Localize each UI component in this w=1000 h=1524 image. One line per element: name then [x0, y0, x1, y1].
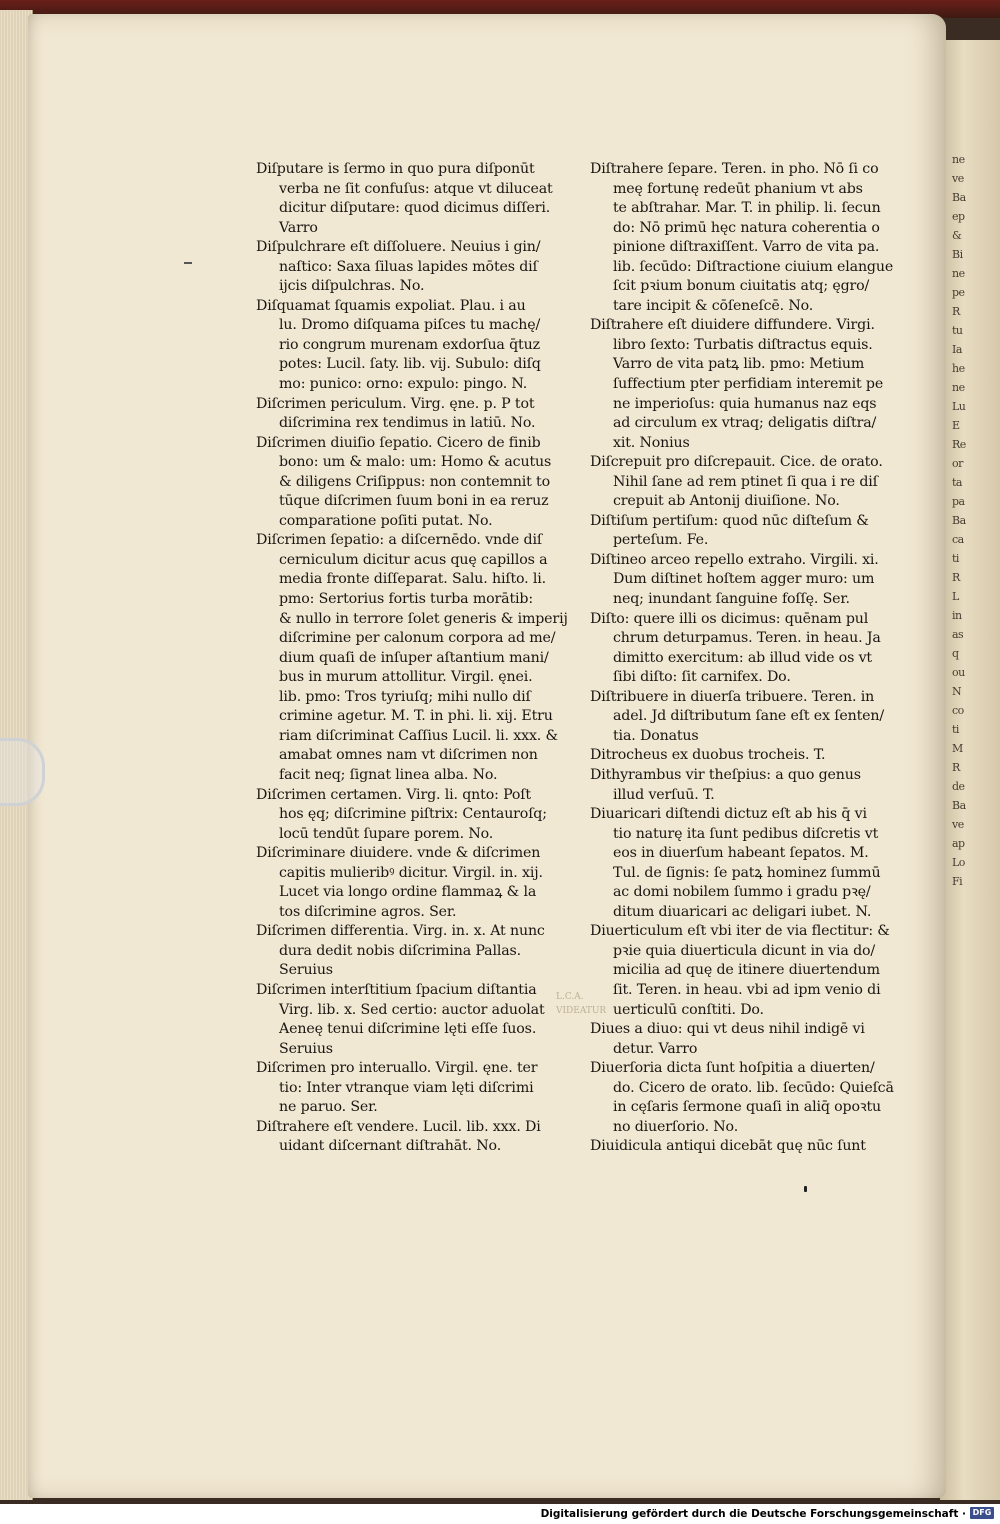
text-line: ſit. Teren. in heau. vbi ad ipm venio di	[613, 981, 881, 998]
text-line: pmo: Sertorius fortis turba morātib:	[279, 591, 533, 608]
next-page-fragment: in	[952, 609, 962, 622]
next-page-fragment: ca	[952, 533, 964, 546]
footer-credit: Digitalisierung gefördert durch die Deutsche Forschungsgemeinschaft ·	[540, 1508, 966, 1520]
next-page-fragment: Re	[952, 438, 966, 451]
next-page-edge	[940, 40, 1000, 1500]
next-page-fragment: Lo	[952, 856, 965, 869]
entry-headword-line: Diſcrimen periculum. Virg. ęne. p. P tot	[256, 395, 535, 412]
next-page-fragment: q	[952, 647, 959, 660]
text-line: ne imperioſus: quia humanus naz eqs	[613, 395, 877, 412]
text-line: cerniculum dicitur acus quę capillos a	[279, 551, 548, 568]
text-line: amabat omnes nam vt diſcrimen non	[279, 747, 538, 764]
text-line: do: Nō primū hęc natura coherentia o	[613, 219, 880, 236]
entry-headword-line: Diſquamat ſquamis expoliat. Plau. i au	[256, 297, 526, 314]
next-page-fragment: ne	[952, 267, 965, 280]
next-page-fragment: N	[952, 685, 962, 698]
entry-headword-line: Diſcrimen interſtitium ſpacium diſtantia	[256, 981, 537, 998]
text-line: tūque diſcrimen ſuum boni in ea reruz	[279, 493, 549, 510]
text-line: do. Cicero de orato. lib. ſecūdo: Quieſcā	[613, 1079, 894, 1096]
next-page-fragment: tu	[952, 324, 963, 337]
text-line: uidant diſcernant diſtrahāt. No.	[279, 1138, 502, 1155]
text-line: eos in diuerſum habeant ſepatos. M.	[613, 845, 869, 862]
text-line: illud verſuū. T.	[613, 786, 715, 803]
text-line: Lucet via longo ordine flammaꝝ & la	[279, 884, 537, 901]
bleed-through-text: L.C.A. VIDEATUR	[556, 992, 607, 1016]
entry-headword-line: Diſcriminare diuidere. vnde & diſcrimen	[256, 845, 541, 862]
text-line: potes: Lucil. ſaty. lib. vij. Subulo: diſq	[279, 356, 541, 373]
text-line: Aeneę tenui diſcrimine lęti eſſe ſuos.	[279, 1021, 537, 1038]
next-page-fragment: R	[952, 305, 960, 318]
text-line: diſcrimine per calonum corpora ad me/	[279, 630, 556, 647]
text-line: libro ſexto: Turbatis diſtractus equis.	[613, 336, 873, 353]
text-line: lu. Dromo diſquama piſces tu machę/	[279, 317, 541, 334]
text-line: ſcit pꝛium bonum ciuitatis atq; ęgro/	[613, 278, 870, 295]
text-line: adel. Jd diſtributum ſane eſt ex ſenten/	[613, 708, 885, 725]
text-line: rio congrum murenam exdorſua q̄tuz	[279, 336, 540, 353]
text-line: tos diſcrimine agros. Ser.	[279, 903, 457, 920]
text-line: locū tendūt ſupare porem. No.	[279, 825, 494, 842]
next-page-fragment: Bi	[952, 248, 963, 261]
text-line: detur. Varro	[613, 1040, 698, 1057]
text-line: Tul. de ſignis: ſe patꝝ hominez ſummū	[613, 864, 881, 881]
text-line: Dum diſtinet hoſtem agger muro: um	[613, 571, 875, 588]
text-line: ſuffectium pter perfidiam interemit pe	[613, 376, 884, 393]
next-page-fragment: ve	[952, 818, 964, 831]
next-page-fragment: R	[952, 761, 960, 774]
text-line: mo: punico: orno: expulo: pingo. N.	[279, 376, 528, 393]
text-line: facit neq; ſignat linea alba. No.	[279, 766, 498, 783]
text-line: micilia ad quę de itinere diuertendum	[613, 962, 880, 979]
text-line: Varro	[279, 219, 318, 236]
text-line: bus in murum attollitur. Virgil. ęnei.	[279, 669, 533, 686]
next-page-fragment: L	[952, 590, 959, 603]
text-line: comparatione poſiti putat. No.	[279, 512, 493, 529]
entry-headword-line: Diſputare is ſermo in quo pura diſponūt	[256, 161, 535, 177]
text-line: Varro de vita patꝝ lib. pmo: Metium	[613, 356, 865, 373]
entry-headword-line: Ditrocheus ex duobus trocheis. T.	[590, 747, 826, 764]
text-line: media fronte diſſeparat. Salu. hiſto. li.	[279, 571, 547, 588]
text-line: Seruius	[279, 1040, 333, 1057]
text-line: tia. Donatus	[613, 727, 699, 744]
text-line: ad circulum ex vtraq; deligatis diſtra/	[613, 415, 877, 432]
entry-headword-line: Diſtrahere eſt vendere. Lucil. lib. xxx. Di	[256, 1118, 541, 1135]
next-page-fragment: &	[952, 229, 962, 242]
next-page-fragment: M	[952, 742, 963, 755]
next-page-fragment: Lu	[952, 400, 966, 413]
next-page-fragment: as	[952, 628, 964, 641]
text-line: & diligens Criſippus: non contemnit to	[279, 473, 551, 490]
entry-headword-line: Diſcrimen differentia. Virg. in. x. At nunc	[256, 923, 545, 940]
next-page-fragment: ne	[952, 381, 965, 394]
text-line: ac domi nobilem ſummo i gradu pꝛę/	[613, 884, 871, 901]
text-line: ſibi diſto: ſit carnifex. Do.	[613, 669, 791, 686]
entry-headword-line: Diſtiſum pertiſum: quod nūc diſteſum &	[590, 512, 869, 529]
text-line: ditum diuaricari ac deligari iubet. N.	[613, 903, 872, 920]
next-page-fragment: ep	[952, 210, 965, 223]
next-page-fragment: Ba	[952, 191, 966, 204]
next-page-fragment: ti	[952, 552, 959, 565]
next-page-text	[952, 150, 1000, 891]
entry-headword-line: Diſcrimen certamen. Virg. li. qnto: Poſt	[256, 786, 531, 803]
text-line: capitis mulieribꝰ dicitur. Virgil. in. xij.	[279, 864, 543, 881]
entry-headword-line: Diſtribuere in diuerſa tribuere. Teren. in	[590, 688, 875, 705]
text-line: pinione diſtraxiſſent. Varro de vita pa.	[613, 239, 880, 256]
entry-headword-line: Diſcrimen ſepatio: a diſcernēdo. vnde diſ	[256, 532, 542, 549]
text-line: Seruius	[279, 962, 333, 979]
text-line: lib. pmo: Tros tyriuſq; mihi nullo diſ	[279, 688, 531, 705]
text-line: naſtico: Saxa ſiluas lapides mōtes diſ	[279, 258, 538, 275]
ink-mark	[804, 1186, 807, 1192]
entry-headword-line: Diuaricari diſtendi dictuz eſt ab his q̄ vi	[590, 806, 867, 823]
next-page-fragment: co	[952, 704, 964, 717]
next-page-fragment: or	[952, 457, 963, 470]
page-clip	[0, 738, 45, 806]
text-line: bono: um & malo: um: Homo & acutus	[279, 454, 552, 471]
next-page-fragment: he	[952, 362, 965, 375]
text-line: dium quaſi de inſuper aſtantium mani/	[279, 649, 549, 666]
text-line: lib. ſecūdo: Diſtractione ciuium elangue	[613, 258, 894, 275]
text-line: te abſtrahar. Mar. T. in philip. li. ſecun	[613, 200, 881, 217]
dfg-logo-icon: DFG	[970, 1507, 994, 1519]
text-line: dimitto exercitum: ab illud vide os vt	[613, 649, 872, 666]
text-line: verba ne ſit confuſus: atque vt diluceat	[279, 180, 553, 197]
text-line: ne paruo. Ser.	[279, 1099, 378, 1116]
text-line: Nihil ſane ad rem ptinet ſi qua i re diſ	[613, 473, 878, 490]
entry-headword-line: Diſpulchrare eſt diſſoluere. Neuius i gin/	[256, 239, 541, 256]
entry-headword-line: Dithyrambus vir theſpius: a quo genus	[590, 766, 861, 783]
text-line: diſcrimina rex tendimus in latiū. No.	[279, 415, 536, 432]
text-line: tio: Inter vtranque viam lęti diſcrimi	[279, 1079, 534, 1096]
next-page-fragment: Ia	[952, 343, 962, 356]
entry-headword-line: Diſcrepuit pro diſcrepauit. Cice. de orato.	[590, 454, 883, 471]
text-line: hos ęq; diſcrimine piſtrix: Centauroſq;	[279, 806, 547, 823]
next-page-fragment: ve	[952, 172, 964, 185]
next-page-fragment: ti	[952, 723, 959, 736]
entry-headword-line: Diuerſoria dicta ſunt hoſpitia a diuerten/	[590, 1060, 875, 1077]
text-line: ijcis diſpulchras. No.	[279, 278, 425, 295]
next-page-fragment: ap	[952, 837, 965, 850]
text-line: perteſum. Fe.	[613, 532, 709, 549]
next-page-fragment: ou	[952, 666, 965, 679]
next-page-fragment: R	[952, 571, 960, 584]
entry-headword-line: Diſtrahere eſt diuidere diffundere. Virgi.	[590, 317, 875, 334]
next-page-fragment: Ba	[952, 514, 966, 527]
text-line: riam diſcriminat Caſſius Lucil. li. xxx. &	[279, 727, 559, 744]
entry-headword-line: Diſto: quere illi os dicimus: quēnam pul	[590, 610, 869, 627]
next-page-fragment: Ba	[952, 799, 966, 812]
margin-mark	[184, 262, 192, 264]
text-line: & nullo in terrore ſolet generis & imperij	[279, 610, 568, 627]
entry-headword-line: Diſtrahere ſepare. Teren. in pho. Nō ſi co	[590, 161, 879, 177]
next-page-fragment: ta	[952, 476, 962, 489]
entry-headword-line: Diſtineo arceo repello extraho. Virgili. xi.	[590, 551, 879, 568]
text-line: dicitur diſputare: quod dicimus diſſeri.	[279, 200, 551, 217]
next-page-fragment: pe	[952, 286, 965, 299]
right-text-column	[590, 160, 894, 1157]
text-line: Virg. lib. x. Sed certio: auctor aduolat	[279, 1001, 545, 1018]
next-page-fragment: de	[952, 780, 965, 793]
next-page-fragment: pa	[952, 495, 965, 508]
text-line: in cęſaris ſermone quaſi in aliq̄ opoꝛtu	[613, 1099, 881, 1116]
text-line: tio naturę ita ſunt pedibus diſcretis vt	[613, 825, 879, 842]
text-line: no diuerſorio. No.	[613, 1118, 739, 1135]
left-text-column	[256, 160, 568, 1157]
text-line: tare incipit & cōſeneſcē. No.	[613, 297, 814, 314]
next-page-fragment: ne	[952, 153, 965, 166]
next-page-fragment: E	[952, 419, 960, 432]
text-line: chrum deturpamus. Teren. in heau. Ja	[613, 630, 881, 647]
text-line: meę fortunę redeūt phanium vt abs	[613, 180, 863, 197]
entry-headword-line: Diſcrimen pro interuallo. Virgil. ęne. ter	[256, 1060, 538, 1077]
text-line: neq; inundant ſanguine foſſę. Ser.	[613, 591, 850, 608]
text-line: crepuit ab Antonij diuiſione. No.	[613, 493, 840, 510]
entry-headword-line: Diſcrimen diuiſio ſepatio. Cicero de finib	[256, 434, 541, 451]
text-line: uerticulū conſtiti. Do.	[613, 1001, 764, 1018]
text-line: crimine agetur. M. T. in phi. li. xij. Etru	[279, 708, 553, 725]
next-page-fragment: Fi	[952, 875, 963, 888]
text-line: xit. Nonius	[613, 434, 690, 451]
text-line: pꝛie quia diuerticula dicunt in via do/	[613, 942, 876, 959]
entry-headword-line: Diues a diuo: qui vt deus nihil indigē vi	[590, 1021, 865, 1038]
entry-headword-line: Diuidicula antiqui dicebāt quę nūc ſunt	[590, 1138, 866, 1155]
entry-headword-line: Diuerticulum eſt vbi iter de via flectitur: &	[590, 923, 890, 940]
text-line: dura dedit nobis diſcrimina Pallas.	[279, 942, 522, 959]
